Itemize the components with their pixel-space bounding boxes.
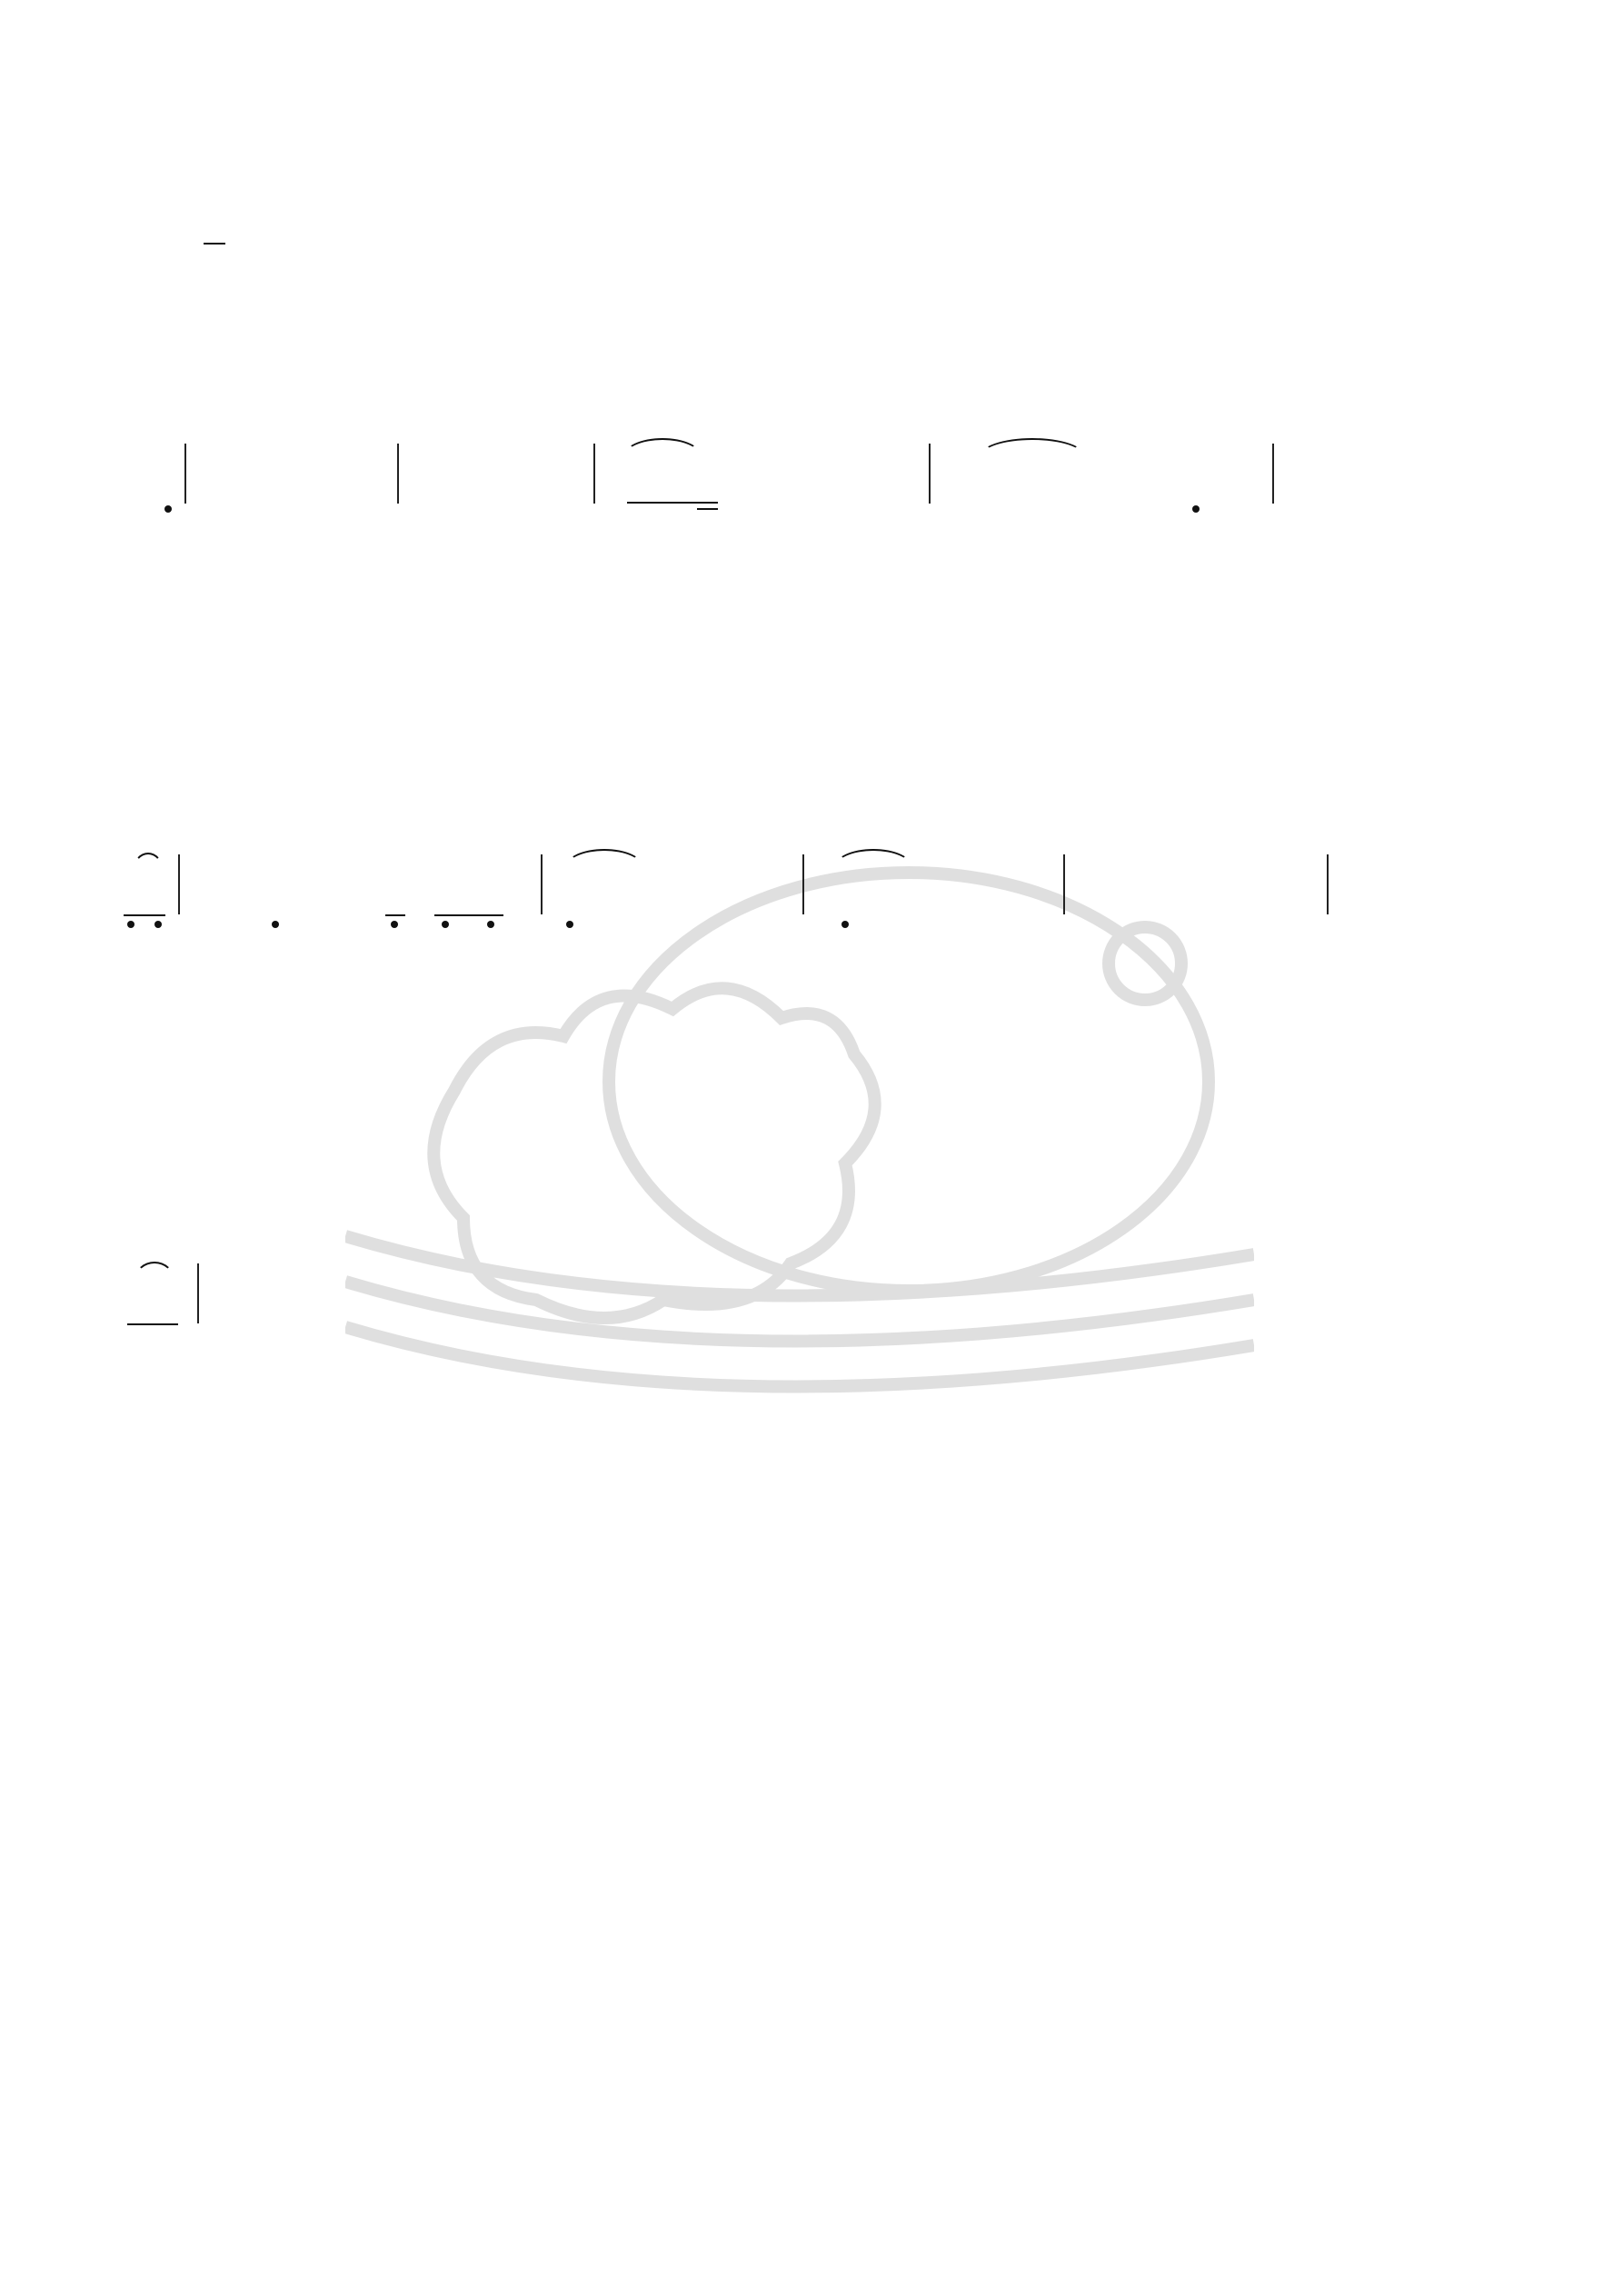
low-octave-dot	[391, 921, 398, 928]
time-sig-divider	[204, 243, 225, 245]
underline-beam	[385, 914, 405, 916]
barline	[197, 1263, 199, 1323]
underline-beam	[697, 508, 718, 510]
barline	[541, 854, 543, 914]
low-octave-dot	[154, 921, 162, 928]
time-signature	[204, 242, 225, 245]
sheep-watermark-icon	[345, 854, 1254, 1418]
low-octave-dot	[442, 921, 449, 928]
low-octave-dot	[164, 505, 172, 513]
slur	[134, 1262, 174, 1280]
slur	[980, 438, 1085, 456]
barline	[929, 444, 931, 504]
underline-beam	[627, 502, 718, 504]
low-octave-dot	[487, 921, 494, 928]
slur	[834, 849, 912, 867]
slur	[565, 849, 643, 867]
slur	[623, 438, 702, 456]
barline	[802, 854, 804, 914]
slur	[133, 853, 164, 871]
underline-beam	[127, 1323, 178, 1325]
barline	[593, 444, 595, 504]
low-octave-dot	[566, 921, 573, 928]
barline	[397, 444, 399, 504]
low-octave-dot	[127, 921, 134, 928]
barline	[184, 444, 186, 504]
low-octave-dot	[272, 921, 279, 928]
barline	[1327, 854, 1329, 914]
underline-beam	[124, 914, 165, 916]
barline	[1272, 444, 1274, 504]
underline-beam	[434, 914, 503, 916]
barline	[178, 854, 180, 914]
low-octave-dot	[841, 921, 849, 928]
low-octave-dot	[1192, 505, 1200, 513]
barline	[1063, 854, 1065, 914]
